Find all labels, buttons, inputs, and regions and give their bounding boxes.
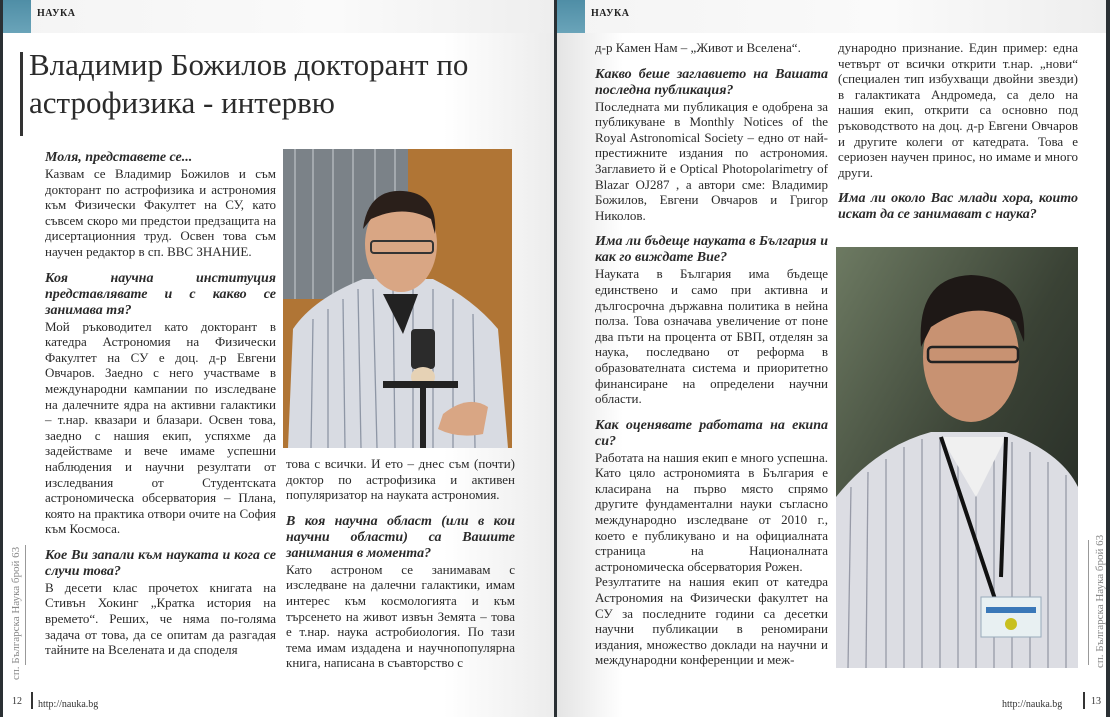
folio-rule [31, 692, 33, 709]
issue-side-label: сп. Българска Наука брой 63 [10, 546, 22, 680]
section-tab [3, 0, 31, 33]
article-title: Владимир Божилов докторант по астрофизика - интервю [29, 47, 469, 120]
page-header [557, 0, 1106, 33]
site-url[interactable]: http://nauka.bg [38, 699, 99, 710]
question: Как оценявате работата на екипа си? [595, 417, 828, 449]
page-number: 13 [1091, 696, 1101, 707]
folio-rule [1083, 692, 1085, 709]
section-label: НАУКА [37, 8, 76, 19]
question: Има ли бъдеще науката в България и как го виждате Вие? [595, 234, 828, 266]
question: Коя научна институция представлявате и с какво се занимава тя? [45, 270, 276, 318]
question: Какво беше заглавието на Вашата последна публикация? [595, 66, 828, 98]
section-tab [557, 0, 585, 33]
answer: Като астроном се занимавам с изследване на далечни галактики, имам интерес към космологията и към търсенето на живот извън Земята – това е т.нар. наука астробиология. По тази тема имам издадена и научнопопулярна книга, написана в съавторство с [286, 561, 515, 671]
page-header [3, 0, 554, 33]
right-column-1 [595, 40, 828, 679]
left-column-2 [286, 456, 515, 682]
answer: Казвам се Владимир Божилов и съм докторант по астрофизика и астрономия към Физически Факултет на СУ, като съвсем скоро ми предстои предзащита на дисертационния труд. Освен това съм научен редактор в сп. ВВС ЗНАНИЕ. [45, 166, 276, 259]
left-column-1 [45, 150, 276, 669]
interview-photo [283, 149, 512, 448]
answer: Последната ми публикация е одобрена за публикуване в Monthly Notices of the Royal Astronomical Society – едно от най-престижните издания по астрономия. Заглавието й е Optical Photopolarimetry of Blazar OJ287 , а автори сме: Владимир Божилов, Евгени Овчаров и Григор Николов. [595, 98, 828, 223]
right-page [557, 0, 1106, 717]
issue-side-label: сп. Българска Наука брой 63 [1094, 534, 1106, 668]
answer: Науката в България има бъдеще единствено и само при активна и дългосрочна държавна политика в нейна полза. Това означава увеличение от поне два пъти на процента от БВП, отделян за наука, последвано от реформа в образователната система и приоритетно финансиране на определени научни области. [595, 266, 828, 407]
answer: В десети клас прочетох книгата на Стивън Хокинг „Кратка история на времето“. Реших, че няма по-голяма задача от това, да се опитам да разгадая тайните на Вселената и да споделя [45, 579, 276, 658]
question: Има ли около Вас млади хора, които искат да се занимават с наука? [838, 191, 1078, 223]
answer-continuation: д-р Камен Нам – „Живот и Вселена“. [595, 40, 801, 55]
answer: Резултатите на нашия екип от катедра Астрономия на Физически факултет на СУ за последните години са десетки научни публикации в реномирани издания, множество доклади на научни и международни конференции и меж- [595, 574, 828, 668]
left-page [3, 0, 554, 717]
title-rule [20, 52, 23, 136]
site-url[interactable]: http://nauka.bg [1002, 699, 1063, 710]
answer: Мой ръководител като докторант в катедра Астрономия на Физически Факултет на СУ е доц. д-р Евгени Овчаров. Заедно с него участваме в международни кампании по изследване на далечните ядра на активни галактики – т.нар. квазари и блазари. Освен това, заедно с нашия екип, успяхме да задействаме и вече имаме успешни наблюдения и научни резултати от изследвания от Студентската астрономическа обсерватория – Плана, която на практика отвори очите на София към Космоса. [45, 318, 276, 537]
side-rule [1088, 540, 1089, 665]
question: В коя научна област (или в кои научни области) са Вашите занимания в момента? [286, 513, 515, 561]
side-rule [25, 545, 26, 665]
answer-continuation: дународно признание. Един пример: една четвърт от всички открити т.нар. „нови“ (специален тип избухващи двойни звезди) в галактиката Андромеда, са дело на нашия екип, открити са основно под ръководството на доц. д-р Евгени Овчаров и другите колеги от катедрата. Това е сериозен научен принос, но имаме и много други. [838, 40, 1078, 180]
answer: Работата на нашия екип е много успешна. Като цяло астрономията в България е класирана на първо място спрямо другите фундаментални науки съгласно международно изследване от 2010 г., което е публикувано и на официалната страница на Националната астрономическа обсерватория Рожен. [595, 449, 828, 574]
question: Кое Ви запали към науката и кога се случи това? [45, 547, 276, 579]
question: Моля, представете се... [45, 150, 193, 165]
section-label: НАУКА [591, 8, 630, 19]
page-number: 12 [12, 696, 22, 707]
answer-continuation: това с всички. И ето – днес съм (почти) доктор по астрофизика и активен популяризатор на науката астрономия. [286, 456, 515, 503]
portrait-photo [836, 247, 1078, 668]
right-column-2 [838, 40, 1078, 223]
